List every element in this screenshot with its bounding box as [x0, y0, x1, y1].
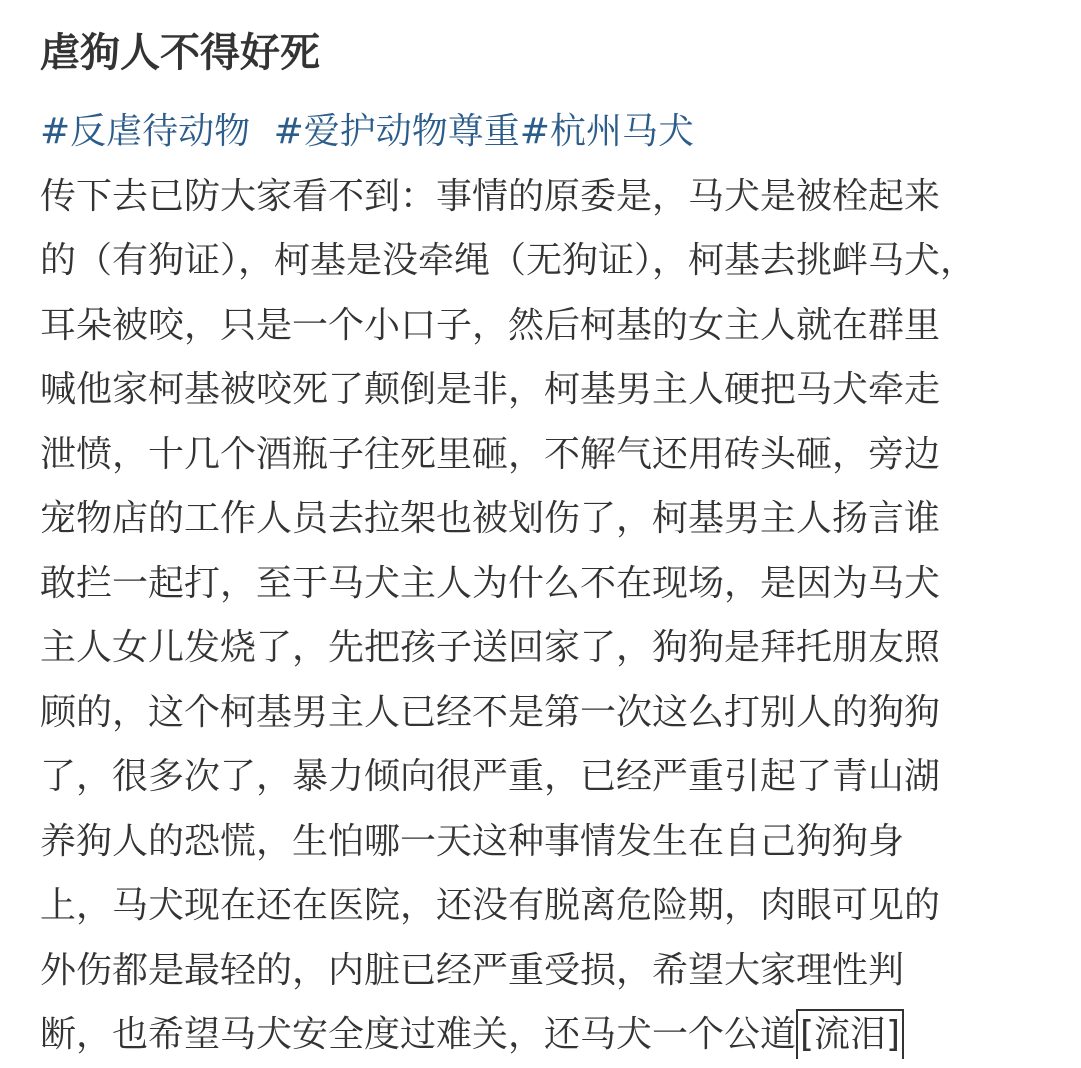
body-text-line: 耳朵被咬，只是一个小口子，然后柯基的女主人就在群里 — [40, 304, 941, 346]
body-text-line: 喊他家柯基被咬死了颠倒是非，柯基男主人硬把马犬牵走 — [40, 369, 941, 410]
body-text-line: 外伤都是最轻的，内脏已经严重受损，希望大家理性判 — [40, 949, 905, 991]
body-text-line: 泄愤，十几个酒瓶子往死里砸，不解气还用砖头砸，旁边 — [40, 433, 941, 475]
body-text-line: 上，马犬现在还在医院，还没有脱离危险期，肉眼可见的 — [40, 885, 941, 926]
hashtag-row — [40, 100, 1030, 165]
body-text-line: 主人女儿发烧了，先把孩子送回家了，狗狗是拜托朋友照 — [40, 627, 941, 668]
body-text-line: 传下去已防大家看不到：事情的原委是，马犬是被栓起来 — [40, 175, 941, 217]
body-text-line: 敢拦一起打，至于马犬主人为什么不在现场，是因为马犬 — [40, 562, 941, 604]
crying-emoji-icon: [流泪] — [796, 1009, 904, 1059]
hashtag-link[interactable]: #反虐待动物 — [40, 111, 251, 152]
post-body — [40, 100, 1030, 1068]
hashtag-link[interactable]: #爱护动物尊重 — [273, 111, 520, 152]
body-text-line: 了，很多次了，暴力倾向很严重，已经严重引起了青山湖 — [40, 756, 941, 797]
post-title: 虐狗人不得好死 — [40, 30, 320, 76]
body-text-line: 的（有狗证），柯基是没牵绳（无狗证），柯基去挑衅马犬， — [40, 240, 977, 281]
body-text-line: 顾的，这个柯基男主人已经不是第一次这么打别人的狗狗 — [40, 691, 941, 733]
body-text-line: 养狗人的恐慌，生怕哪一天这种事情发生在自己狗狗身 — [40, 820, 905, 862]
body-text-last: 断，也希望马犬安全度过难关，还马犬一个公道 — [40, 1014, 797, 1055]
body-text-line: 宠物店的工作人员去拉架也被划伤了，柯基男主人扬言谁 — [40, 498, 941, 539]
body-text-line-last — [40, 1003, 1030, 1068]
hashtag-link[interactable]: #杭州马犬 — [519, 111, 694, 152]
